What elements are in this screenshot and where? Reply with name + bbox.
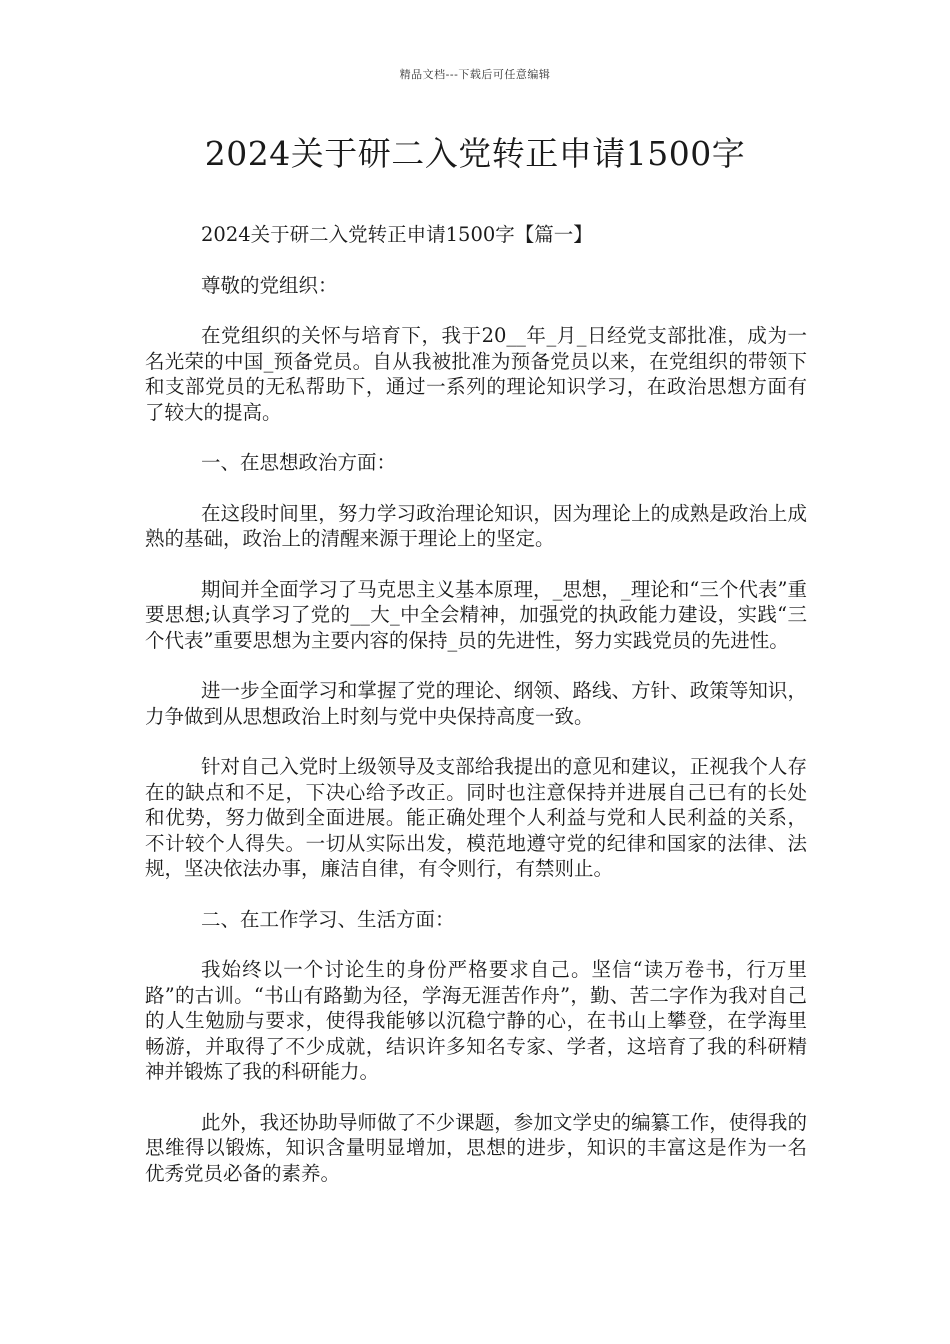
section-heading: 一、在思想政治方面： (201, 451, 397, 474)
paragraph: 进一步全面学习和掌握了党的理论、纲领、路线、方针、政策等知识，力争做到从思想政治上时刻与党中央保持高度一致。 (145, 679, 807, 728)
header-note: 精品文档---下载后可任意编辑 (399, 68, 551, 81)
document-body (145, 222, 807, 1211)
salutation: 尊敬的党组织： (201, 273, 338, 297)
paragraph: 此外，我还协助导师做了不少课题，参加文学史的编纂工作，使得我的思维得以锻炼，知识含量明显增加，思想的进步，知识的丰富这是作为一名优秀党员必备的素养。 (145, 1110, 807, 1185)
section-heading: 二、在工作学习、生活方面： (201, 907, 455, 931)
paragraph: 期间并全面学习了马克思主义基本原理，_思想，_理论和“三个代表”重要思想;认真学习了党的__大_中全会精神，加强党的执政能力建设，实践“三个代表”重要思想为主要内容的保持_员的先进性，努力实践党员的先进性。 (145, 577, 807, 652)
paragraph: 在这段时间里，努力学习政治理论知识，因为理论上的成熟是政治上成熟的基础，政治上的清醒来源于理论上的坚定。 (145, 501, 807, 550)
paragraph: 我始终以一个讨论生的身份严格要求自己。坚信“读万卷书，行万里路”的古训。“书山有路勤为径，学海无涯苦作舟”，勤、苦二字作为我对自己的人生勉励与要求，使得我能够以沉稳宁静的心，在书山上攀登，在学海里畅游，并取得了不少成就，结识许多知名专家、学者，这培育了我的科研精神并锻炼了我的科研能力。 (145, 958, 807, 1083)
paragraph: 针对自己入党时上级领导及支部给我提出的意见和建议，正视我个人存在的缺点和不足，下决心给予改正。同时也注意保持并进展自己已有的长处和优势，努力做到全面进展。能正确处理个人利益与党和人民利益的关系，不计较个人得失。一切从实际出发，模范地遵守党的纪律和国家的法律、法规，坚决依法办事，廉洁自律，有令则行，有禁则止。 (145, 755, 807, 880)
section-subtitle: 2024关于研二入党转正申请1500字【篇一】 (201, 223, 593, 246)
paragraph: 在党组织的关怀与培育下，我于20__年_月_日经党支部批准，成为一名光荣的中国_预备党员。自从我被批准为预备党员以来，在党组织的带领下和支部党员的无私帮助下，通过一系列的理论知识学习，在政治思想方面有了较大的提高。 (145, 324, 807, 424)
document-title: 2024关于研二入党转正申请1500字 (204, 134, 746, 173)
